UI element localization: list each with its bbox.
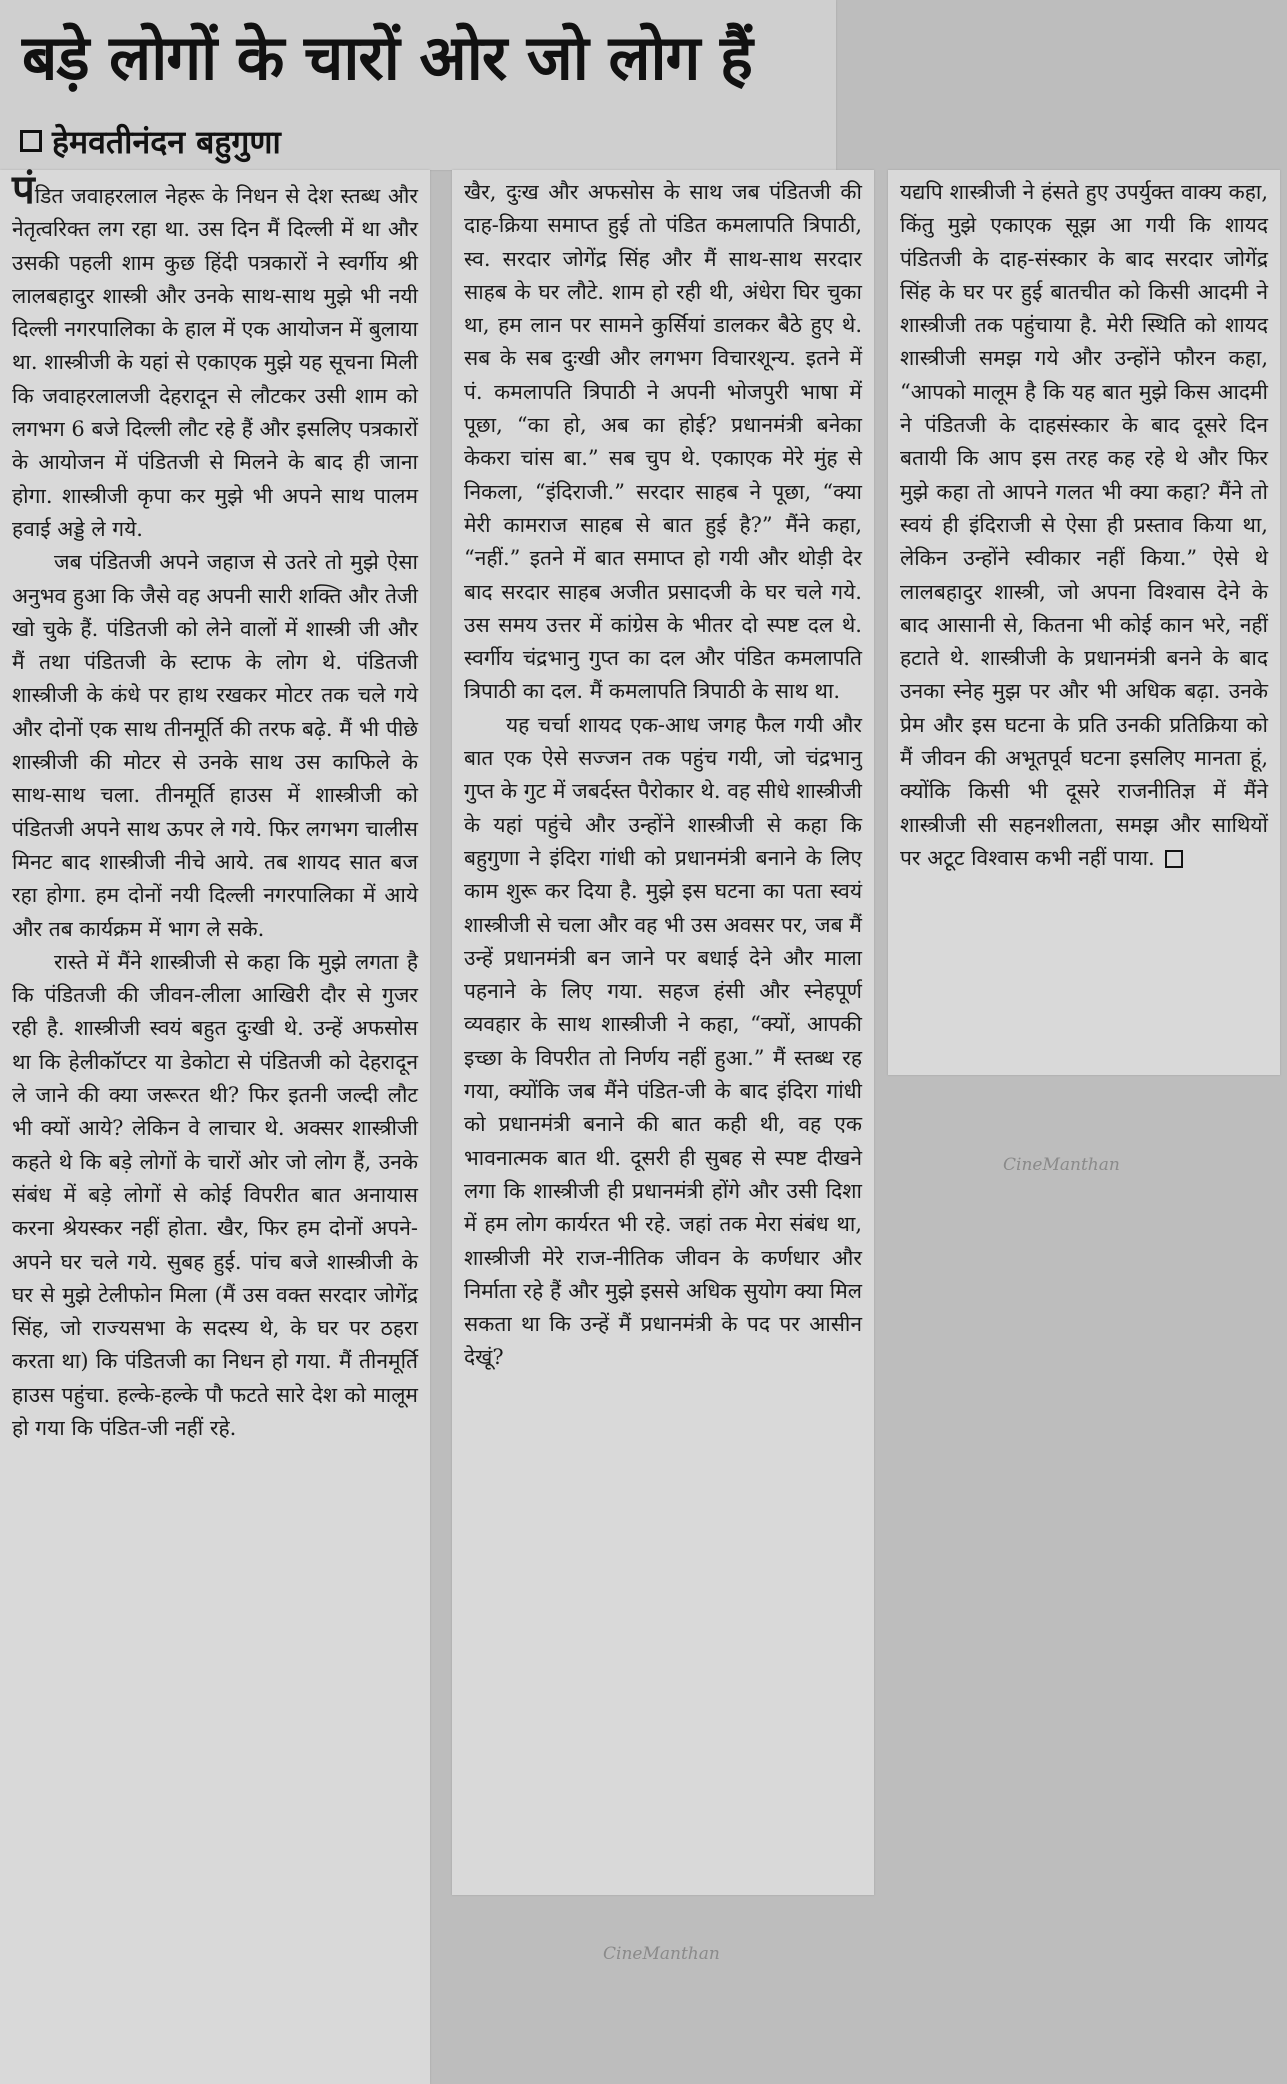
paragraph: यह चर्चा शायद एक-आध जगह फैल गयी और बात एक ऐसे सज्जन तक पहुंच गयी, जो चंद्रभानु गुप्त के गुट में जबर्दस्त पैरोकार थे. वह सीधे शास्त्रीजी के यहां पहुंचे और उन्होंने शास्त्रीजी से कहा कि बहुगुणा ने इंदिरा गांधी को प्रधानमंत्री बनाने के लिए काम शुरू कर दिया है. मुझे इस घटना का पता स्वयं शास्त्रीजी से चला और वह भी उस अवसर पर, जब मैं उन्हें प्रधानमंत्री बन जाने पर बधाई देने और माला पहनाने के लिए गया. सहज हंसी और स्नेहपूर्ण व्यवहार के साथ शास्त्रीजी ने कहा, “क्यों, आपकी इच्छा के विपरीत तो निर्णय नहीं हुआ.” मैं स्तब्ध रह गया, क्योंकि जब मैंने पंडित-जी के बाद इंदिरा गांधी को प्रधानमंत्री बनाने की बात कही थी, वह एक भावनात्मक बात थी. दूसरी ही सुबह से स्पष्ट दीखने लगा कि शास्त्रीजी ही प्रधानमंत्री होंगे और उसी दिशा में हम लोग कार्यरत भी रहे. जहां तक मेरा संबंध था, शास्त्रीजी मेरे राज-नीतिक जीवन के कर्णधार और निर्माता रहे हैं और मुझे इससे अधिक सुयोग क्या मिल सकता था कि उन्हें मैं प्रधानमंत्री के पद पर आसीन देखूं? [464, 712, 862, 1370]
paragraph: जब पंडितजी अपने जहाज से उतरे तो मुझे ऐसा अनुभव हुआ कि जैसे वह अपनी सारी शक्ति और तेजी खो चुके हैं. पंडितजी को लेने वालों में शास्त्री जी और मैं तथा पंडितजी के स्टाफ के लोग थे. पंडितजी शास्त्रीजी के कंधे पर हाथ रखकर मोटर तक चले गये और दोनों एक साथ तीनमूर्ति की तरफ बढ़े. मैं भी पीछे शास्त्रीजी की मोटर से उनके साथ उस काफिले के साथ-साथ चला. तीनमूर्ति हाउस में शास्त्रीजी को पंडितजी अपने साथ ऊपर ले गये. फिर लगभग चालीस मिनट बाद शास्त्रीजी नीचे आये. तब शायद सात बज रहा होगा. हम दोनों नयी दिल्ली नगरपालिका में आये और तब कार्यक्रम में भाग ले सके. [12, 550, 418, 941]
headline-clipping [0, 0, 836, 170]
end-mark-icon [1165, 850, 1183, 868]
watermark: CineManthan [603, 1944, 720, 1964]
author-name: हेमवतीनंदन बहुगुणा [52, 123, 281, 161]
byline [20, 120, 281, 163]
paragraph: पंडित जवाहरलाल नेहरू के निधन से देश स्तब्ध और नेतृत्वरिक्त लग रहा था. उस दिन मैं दिल्ली में था और उसकी पहली शाम कुछ हिंदी पत्रकारों ने स्वर्गीय श्री लालबहादुर शास्त्री और उनके साथ-साथ मुझे भी नयी दिल्ली नगरपालिका के हाल में एक आयोजन में बुलाया था. शास्त्रीजी के यहां से एकाएक मुझे यह सूचना मिली कि जवाहरलालजी देहरादून से लौटकर उसी शाम को लगभग 6 बजे दिल्ली लौट रहे हैं और इसलिए पत्रकारों के आयोजन में पंडितजी से मिलने के बाद ही जाना होगा. शास्त्रीजी कृपा कर मुझे भी अपने साथ पालम हवाई अड्डे ले गये. [12, 166, 418, 541]
paragraph: खैर, दुःख और अफसोस के साथ जब पंडितजी की दाह-क्रिया समाप्त हुई तो पंडित कमलापति त्रिपाठी, स्व. सरदार जोगेंद्र सिंह और मैं साथ-साथ सरदार साहब के घर लौटे. शाम हो रही थी, अंधेरा घिर चुका था, हम लान पर सामने कुर्सियां डालकर बैठे हुए थे. सब के सब दुःखी और लगभग विचारशून्य. इतने में पं. कमलापति त्रिपाठी ने अपनी भोजपुरी भाषा में पूछा, “का हो, अब का होई? प्रधानमंत्री बनेका केकरा चांस बा.” सब चुप थे. एकाएक मेरे मुंह से निकला, “इंदिराजी.” सरदार साहब ने पूछा, “क्या मेरी कामराज साहब से बात हुई है?” मैंने कहा, “नहीं.” इतने में बात समाप्त हो गयी और थोड़ी देर बाद सरदार साहब अजीत प्रसादजी के घर चले गये. उस समय उत्तर में कांग्रेस के भीतर दो स्पष्ट दल थे. स्वर्गीय चंद्रभानु गुप्त का दल और पंडित कमलापति त्रिपाठी का दल. मैं कमलापति त्रिपाठी के साथ था. [464, 180, 862, 704]
paragraph: रास्ते में मैंने शास्त्रीजी से कहा कि मुझे लगता है कि पंडितजी की जीवन-लीला आखिरी दौर से गुजर रही है. शास्त्रीजी स्वयं बहुत दुःखी थे. उन्हें अफसोस था कि हेलीकॉप्टर या डेकोटा से पंडितजी को देहरादून ले जाने की क्या जरूरत थी? फिर इतनी जल्दी लौट भी क्यों आये? लेकिन वे लाचार थे. अक्सर शास्त्रीजी कहते थे कि बड़े लोगों के चारों ओर जो लोग हैं, उनके संबंध में बड़े लोगों से कोई विपरीत बात अनायास करना श्रेयस्कर नहीं होता. खैर, फिर हम दोनों अपने-अपने घर चले गये. सुबह हुई. पांच बजे शास्त्रीजी के घर से मुझे टेलीफोन मिला (मैं उस वक्त सरदार जोगेंद्र सिंह, जो राज्यसभा के सदस्य थे, के घर पर ठहरा करता था) कि पंडितजी का निधन हो गया. मैं तीनमूर्ति हाउस पहुंचा. हल्के-हल्के पौ फटते सारे देश को मालूम हो गया कि पंडित-जी नहीं रहे. [12, 949, 418, 1440]
headline: बड़े लोगों के चारों ओर जो लोग हैं [22, 21, 752, 94]
watermark: CineManthan [1003, 1155, 1120, 1175]
column-2 [452, 170, 874, 1895]
bullet-square-icon [20, 130, 42, 152]
paragraph: यद्यपि शास्त्रीजी ने हंसते हुए उपर्युक्त वाक्य कहा, किंतु मुझे एकाएक सूझ आ गयी कि शायद पंडितजी के दाह-संस्कार के बाद सरदार जोगेंद्र सिंह के घर पर हुई बातचीत को किसी आदमी ने शास्त्रीजी तक पहुंचाया है. मेरी स्थिति को शायद शास्त्रीजी समझ गये और उन्होंने फौरन कहा, “आपको मालूम है कि यह बात मुझे किस आदमी ने पंडितजी के दाहसंस्कार के बाद दूसरे दिन बतायी कि आप इस तरह कह रहे थे और फिर मुझे कहा तो आपने गलत भी क्या कहा? मैंने तो स्वयं ही इंदिराजी से ऐसा ही प्रस्ताव किया था, लेकिन उन्होंने स्वीकार नहीं किया.” ऐसे थे लालबहादुर शास्त्री, जो अपना विश्वास देने के बाद आसानी से, कितना भी कोई कान भरे, नहीं हटाते थे. शास्त्रीजी के प्रधानमंत्री बनने के बाद उनका स्नेह मुझ पर और भी अधिक बढ़ा. उनके प्रेम और इस घटना के प्रति उनकी प्रतिक्रिया को मैं जीवन की अभूतपूर्व घटना इसलिए मानता हूं, क्योंकि किसी भी दूसरे राजनीतिज्ञ में मैंने शास्त्रीजी सी सहनशीलता, समझ और साथियों पर अटूट विश्वास कभी नहीं पाया. [900, 180, 1268, 870]
column-1 [0, 166, 430, 2084]
column-3 [888, 170, 1280, 1075]
dropcap: पं [12, 166, 35, 213]
